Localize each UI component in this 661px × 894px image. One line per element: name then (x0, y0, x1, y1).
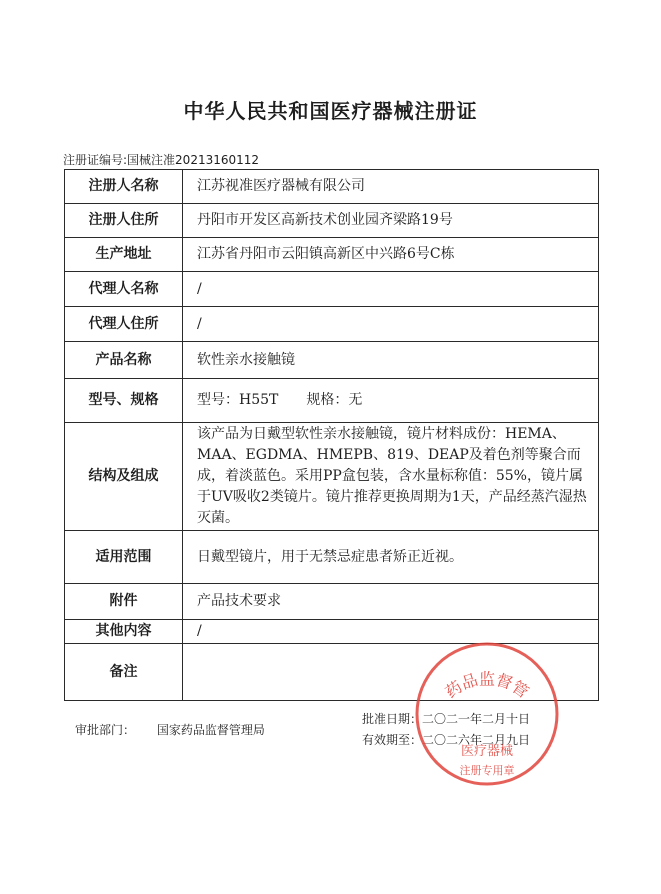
row-value: / (183, 272, 599, 307)
row-value: 日戴型镜片，用于无禁忌症患者矫正近视。 (183, 531, 599, 584)
seal-top-text: 药品监督管 (441, 669, 533, 702)
table-row (65, 379, 599, 423)
table-row (65, 307, 599, 342)
row-value: / (183, 620, 599, 644)
approver (75, 721, 283, 738)
row-value: 该产品为日戴型软性亲水接触镜，镜片材料成份：HEMA、MAA、EGDMA、HMEPB、819、DEAP及着色剂等聚合而成，着淡蓝色。采用PP盒包装，含水量标称值：55%，镜片属于UV吸收2类镜片。镜片推荐更换周期为1天，产品经蒸汽湿热灭菌。 (183, 423, 599, 531)
row-label: 生产地址 (65, 238, 183, 272)
seal-arc-text (442, 669, 533, 701)
table-row (65, 272, 599, 307)
approver-label: 审批部门： (75, 723, 136, 737)
page-title: 中华人民共和国医疗器械注册证 (183, 99, 478, 123)
row-label: 结构及组成 (65, 423, 183, 531)
seal-line-1: 医疗器械 (460, 744, 514, 759)
official-seal (413, 640, 561, 788)
registration-number-label: 注册证编号: (63, 153, 128, 167)
row-label: 适用范围 (65, 531, 183, 584)
registration-number-value: 国械注准20213160112 (127, 153, 260, 167)
table-row (65, 238, 599, 272)
row-label: 其他内容 (65, 620, 183, 644)
table-row (65, 204, 599, 238)
approver-value: 国家药品监督管理局 (156, 723, 265, 737)
row-value: 型号：H55T 规格：无 (183, 379, 599, 423)
row-label: 型号、规格 (65, 379, 183, 423)
table-row (65, 342, 599, 379)
row-label: 注册人住所 (65, 204, 183, 238)
row-value: 江苏视准医疗器械有限公司 (183, 170, 599, 204)
certificate-table (64, 169, 599, 701)
row-label: 代理人名称 (65, 272, 183, 307)
seal-ring (417, 644, 557, 784)
row-value: 丹阳市开发区高新技术创业园齐梁路19号 (183, 204, 599, 238)
registration-number (63, 151, 259, 168)
row-value: / (183, 307, 599, 342)
row-label: 附件 (65, 584, 183, 620)
row-value: 软性亲水接触镜 (183, 342, 599, 379)
table-row (65, 584, 599, 620)
row-value: 产品技术要求 (183, 584, 599, 620)
valid-until: 有效期至：二〇二六年二月九日 (362, 733, 531, 747)
row-label: 注册人名称 (65, 170, 183, 204)
row-label: 备注 (65, 644, 183, 701)
table-row (65, 531, 599, 584)
row-label: 代理人住所 (65, 307, 183, 342)
row-label: 产品名称 (65, 342, 183, 379)
table-row (65, 423, 599, 531)
seal-line-2: 注册专用章 (459, 764, 515, 777)
row-value: 江苏省丹阳市云阳镇高新区中兴路6号C栋 (183, 238, 599, 272)
table-row (65, 170, 599, 204)
approval-date: 批准日期：二〇二一年二月十日 (362, 712, 531, 726)
